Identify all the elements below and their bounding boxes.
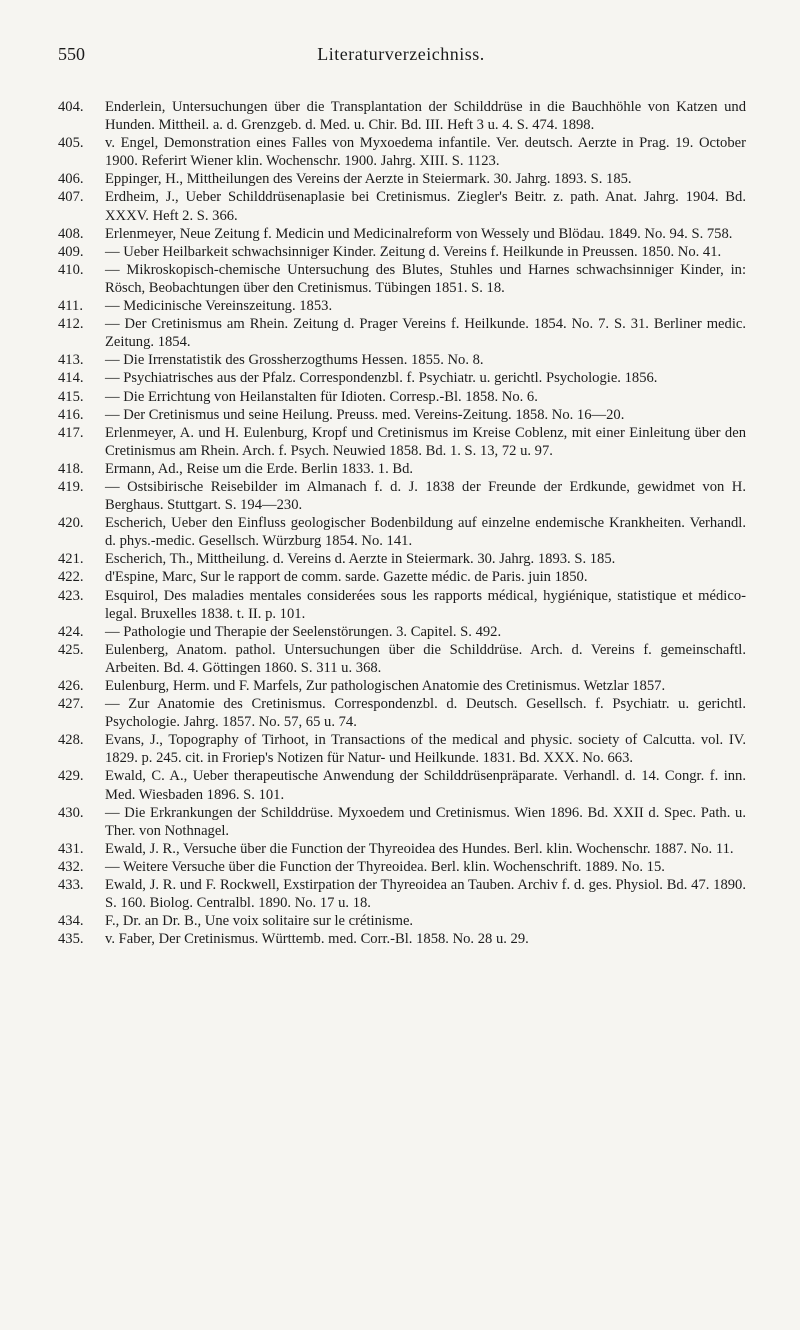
entry-text: v. Faber, Der Cretinismus. Württemb. med. Corr.-Bl. 1858. No. 28 u. 29. bbox=[105, 931, 529, 948]
bibliography-entry bbox=[58, 460, 746, 478]
entry-number: 433. bbox=[58, 877, 84, 894]
entry-text: Erdheim, J., Ueber Schilddrüsenaplasie bei Cretinismus. Ziegler's Beitr. z. path. Anat. Jahrg. 1904. Bd. XXXV. Heft 2. S. 366. bbox=[105, 189, 746, 224]
entry-text: F., Dr. an Dr. B., Une voix solitaire sur le crétinisme. bbox=[105, 913, 414, 930]
entry-number: 414. bbox=[58, 370, 84, 387]
bibliography-entry bbox=[58, 930, 746, 948]
bibliography-entry bbox=[58, 170, 746, 188]
entry-text: — Die Errichtung von Heilanstalten für Idioten. Corresp.-Bl. 1858. No. 6. bbox=[105, 388, 538, 405]
bibliography-entry bbox=[58, 478, 746, 514]
entry-number: 412. bbox=[58, 316, 84, 333]
entry-text: Ewald, J. R., Versuche über die Function der Thyreoidea des Hundes. Berl. klin. Wochenschr. 1887. No. 11. bbox=[105, 840, 734, 857]
entry-text: — Pathologie und Therapie der Seelenstörungen. 3. Capitel. S. 492. bbox=[105, 623, 502, 640]
entry-number: 411. bbox=[58, 298, 83, 315]
entry-number: 426. bbox=[58, 678, 84, 694]
bibliography-entry bbox=[58, 731, 746, 767]
entry-text: d'Espine, Marc, Sur le rapport de comm. sarde. Gazette médic. de Paris. juin 1850. bbox=[105, 569, 588, 586]
entry-number: 424. bbox=[58, 623, 84, 640]
entry-number: 427. bbox=[58, 696, 84, 713]
bibliography-list bbox=[58, 98, 746, 948]
bibliography-entry bbox=[58, 351, 746, 369]
entry-text: Evans, J., Topography of Tirhoot, in Transactions of the medical and physic. society of Calcutta. vol. IV. 1829. p. 245. cit. in Froriep's Notizen für Natur- und Heilkunde. 1831. Bd. XXX. No. 663. bbox=[105, 732, 746, 767]
bibliography-entry bbox=[58, 134, 746, 170]
entry-text: Eulenburg, Herm. und F. Marfels, Zur pathologischen Anatomie des Cretinismus. Wetzlar 1857. bbox=[105, 678, 666, 694]
bibliography-entry bbox=[58, 641, 746, 677]
entry-text: — Ostsibirische Reisebilder im Almanach f. d. J. 1838 der Freunde der Erdkunde, gewidmet von H. Berghaus. Stuttgart. S. 194—230. bbox=[105, 478, 746, 514]
entry-number: 408. bbox=[58, 225, 84, 242]
entry-number: 407. bbox=[58, 189, 84, 206]
entry-text: Escherich, Th., Mittheilung. d. Vereins d. Aerzte in Steiermark. 30. Jahrg. 1893. S. 185. bbox=[105, 551, 616, 568]
entry-text: — Der Cretinismus und seine Heilung. Preuss. med. Vereins-Zeitung. 1858. No. 16—20. bbox=[105, 406, 625, 423]
entry-number: 422. bbox=[58, 569, 84, 586]
entry-number: 434. bbox=[58, 913, 84, 930]
entry-text: — Psychiatrisches aus der Pfalz. Correspondenzbl. f. Psychiatr. u. gerichtl. Psychologie. 1856. bbox=[105, 370, 658, 387]
entry-number: 419. bbox=[58, 478, 84, 495]
entry-text: Enderlein, Untersuchungen über die Transplantation der Schilddrüse in die Bauchhöhle von Katzen und Hunden. Mittheil. a. d. Grenzgeb. d. Med. u. Chir. Bd. III. Heft 3 u. 4. S. 474. 1898. bbox=[105, 99, 746, 134]
bibliography-entry bbox=[58, 912, 746, 930]
bibliography-entry bbox=[58, 568, 746, 586]
entry-number: 404. bbox=[58, 99, 84, 115]
entry-number: 417. bbox=[58, 424, 84, 441]
entry-text: Eulenberg, Anatom. pathol. Untersuchungen über die Schilddrüse. Arch. d. Vereins f. gemeinschaftl. Arbeiten. Bd. 4. Göttingen 1860. S. 311 u. 368. bbox=[105, 641, 746, 676]
entry-text: — Der Cretinismus am Rhein. Zeitung d. Prager Vereins f. Heilkunde. 1854. No. 7. S. 31. Berliner medic. Zeitung. 1854. bbox=[105, 316, 746, 351]
entry-number: 420. bbox=[58, 515, 84, 532]
entry-number: 429. bbox=[58, 768, 84, 785]
entry-number: 413. bbox=[58, 352, 84, 369]
entry-number: 432. bbox=[58, 858, 84, 875]
bibliography-entry bbox=[58, 297, 746, 315]
entry-number: 405. bbox=[58, 135, 84, 152]
entry-text: v. Engel, Demonstration eines Falles von Myxoedema infantile. Ver. deutsch. Aerzte in Prag. 19. October 1900. Referirt Wiener klin. Wochenschr. 1900. Jahrg. XIII. S. 1123. bbox=[105, 135, 746, 170]
entry-text: Ewald, J. R. und F. Rockwell, Exstirpation der Thyreoidea an Tauben. Archiv f. d. ges. Physiol. Bd. 47. 1890. S. 160. Biolog. Centralbl. 1890. No. 17 u. 18. bbox=[105, 877, 746, 912]
entry-text: Escherich, Ueber den Einfluss geologischer Bodenbildung auf einzelne endemische Krankheiten. Verhandl. d. phys.-medic. Gesellsch. Würzburg 1854. No. 141. bbox=[105, 515, 746, 550]
bibliography-entry bbox=[58, 767, 746, 803]
bibliography-entry bbox=[58, 188, 746, 224]
bibliography-entry bbox=[58, 261, 746, 297]
bibliography-entry bbox=[58, 315, 746, 351]
bibliography-entry bbox=[58, 695, 746, 731]
entry-number: 425. bbox=[58, 641, 84, 658]
entry-number: 410. bbox=[58, 261, 84, 278]
entry-text: — Weitere Versuche über die Function der Thyreoidea. Berl. klin. Wochenschrift. 1889. No. 15. bbox=[105, 858, 665, 875]
entry-number: 406. bbox=[58, 171, 84, 188]
entry-text: — Medicinische Vereinszeitung. 1853. bbox=[105, 298, 333, 315]
entry-text: Erlenmeyer, A. und H. Eulenburg, Kropf und Cretinismus im Kreise Coblenz, mit einer Einleitung über den Cretinismus am Rhein. Arch. f. Psych. Neuwied 1858. Bd. 1. S. 13, 72 u. 97. bbox=[105, 424, 746, 459]
bibliography-entry bbox=[58, 424, 746, 460]
entry-number: 423. bbox=[58, 587, 84, 604]
bibliography-entry bbox=[58, 840, 746, 858]
entry-number: 418. bbox=[58, 460, 84, 477]
entry-text: Esquirol, Des maladies mentales considerées sous les rapports médical, hygiénique, statistique et médico-legal. Bruxelles 1838. t. II. p. 101. bbox=[105, 587, 746, 622]
bibliography-entry bbox=[58, 876, 746, 912]
bibliography-entry bbox=[58, 804, 746, 840]
entry-number: 421. bbox=[58, 551, 84, 568]
entry-text: Ewald, C. A., Ueber therapeutische Anwendung der Schilddrüsenpräparate. Verhandl. d. 14. Congr. f. inn. Med. Wiesbaden 1896. S. 101. bbox=[105, 768, 746, 803]
bibliography-entry bbox=[58, 243, 746, 261]
bibliography-entry bbox=[58, 677, 746, 695]
entry-text: Erlenmeyer, Neue Zeitung f. Medicin und Medicinalreform von Wessely und Blödau. 1849. No. 94. S. 758. bbox=[105, 225, 733, 242]
bibliography-entry bbox=[58, 550, 746, 568]
entry-number: 430. bbox=[58, 804, 84, 821]
bibliography-entry bbox=[58, 858, 746, 876]
bibliography-entry bbox=[58, 406, 746, 424]
entry-text: — Die Erkrankungen der Schilddrüse. Myxoedem und Cretinismus. Wien 1896. Bd. XXII d. Spec. Path. u. Ther. von Nothnagel. bbox=[105, 804, 746, 839]
entry-number: 428. bbox=[58, 732, 84, 749]
entry-text: — Zur Anatomie des Cretinismus. Correspondenzbl. d. Deutsch. Gesellsch. f. Psychiatr. u. gerichtl. Psychologie. Jahrg. 1857. No. 57, 65 u. 74. bbox=[105, 696, 746, 731]
running-title: Literaturverzeichniss. bbox=[317, 44, 485, 64]
entry-text: — Die Irrenstatistik des Grossherzogthums Hessen. 1855. No. 8. bbox=[105, 352, 484, 369]
bibliography-entry bbox=[58, 388, 746, 406]
entry-number: 431. bbox=[58, 840, 84, 857]
bibliography-entry bbox=[58, 225, 746, 243]
entry-number: 409. bbox=[58, 243, 84, 260]
entry-text: — Ueber Heilbarkeit schwachsinniger Kinder. Zeitung d. Vereins f. Heilkunde in Preussen. 1850. No. 41. bbox=[105, 243, 722, 260]
bibliography-entry bbox=[58, 98, 746, 134]
entry-number: 416. bbox=[58, 406, 84, 423]
entry-number: 415. bbox=[58, 388, 84, 405]
entry-text: Eppinger, H., Mittheilungen des Vereins der Aerzte in Steiermark. 30. Jahrg. 1893. S. 185. bbox=[105, 171, 632, 188]
page-header bbox=[58, 44, 744, 68]
entry-text: — Mikroskopisch-chemische Untersuchung des Blutes, Stuhles und Harnes schwachsinniger Kinder, in: Rösch, Beobachtungen über den Cretinismus. Tübingen 1851. S. 18. bbox=[105, 261, 746, 296]
entry-text: Ermann, Ad., Reise um die Erde. Berlin 1833. 1. Bd. bbox=[105, 460, 414, 477]
bibliography-entry bbox=[58, 623, 746, 641]
page-number: 550 bbox=[58, 44, 85, 64]
bibliography-entry bbox=[58, 587, 746, 623]
entry-number: 435. bbox=[58, 931, 84, 948]
bibliography-entry bbox=[58, 369, 746, 387]
bibliography-entry bbox=[58, 514, 746, 550]
